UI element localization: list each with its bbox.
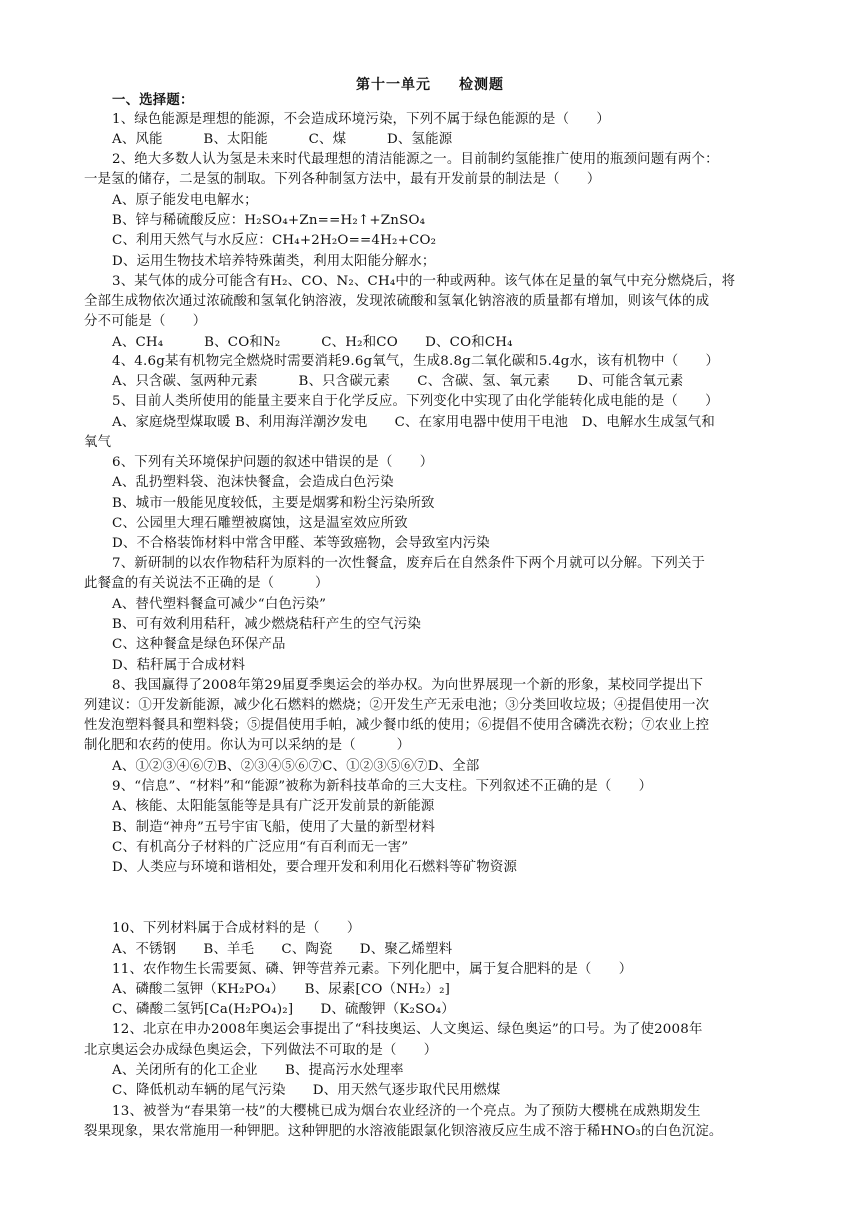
q2-option-a: A、原子能发电电解水；: [112, 193, 258, 208]
q6-stem: 6、下列有关环境保护问题的叙述中错误的是（ ）: [112, 455, 434, 470]
q2-option-b: B、锌与稀硫酸反应：H₂SO₄+Zn==H₂↑+ZnSO₄: [112, 213, 426, 228]
q2-option-d: D、运用生物技术培养特殊菌类，利用太阳能分解水；: [112, 254, 436, 269]
q5-stem: 5、目前人类所使用的能量主要来自于化学反应。下列变化中实现了由化学能转化成电能的是（ ）: [112, 394, 719, 409]
test-title: 检测题: [459, 77, 504, 93]
q2-option-c: C、利用天然气与水反应：CH₄+2H₂O==4H₂+CO₂: [112, 233, 437, 248]
q8-stem-line3: 性发泡塑料餐具和塑料袋；⑤提倡使用手帕，减少餐巾纸的使用；⑥提倡不使用含磷洗衣粉；⑦农业上控: [84, 718, 710, 733]
q13-stem-line2: 裂果现象，果农常施用一种钾肥。这种钾肥的水溶液能跟氯化钡溶液反应生成不溶于稀HNO₃的白色沉淀。: [84, 1124, 723, 1139]
q9-option-c: C、有机高分子材料的广泛应用“有百利而无一害”: [112, 840, 409, 855]
q12-stem-line2: 北京奥运会办成绿色奥运会，下列做法不可取的是（ ）: [84, 1043, 438, 1058]
q5-options-line1: A、家庭烧型煤取暖 B、利用海洋潮汐发电 C、在家用电器中使用干电池 D、电解水生成氢气和: [112, 415, 715, 430]
q8-stem-line2: 列建议：①开发新能源，减少化石燃料的燃烧；②开发生产无汞电池；③分类回收垃圾；④提倡使用一次: [84, 698, 710, 713]
q7-option-d: D、秸秆属于合成材料: [112, 658, 246, 673]
unit-title: 第十一单元: [356, 77, 431, 93]
q2-stem-line2: 一是氢的储存，二是氢的制取。下列各种制氢方法中，最有开发前景的制法是（ ）: [84, 172, 601, 187]
q7-option-a: A、替代塑料餐盒可减少“白色污染”: [112, 597, 327, 612]
q3-stem-line1: 3、某气体的成分可能含有H₂、CO、N₂、CH₄中的一种或两种。该气体在足量的氧气中充分燃烧后，将: [112, 274, 736, 289]
q1-stem: 1、绿色能源是理想的能源，不会造成环境污染，下列不属于绿色能源的是（ ）: [112, 112, 610, 127]
q9-option-b: B、制造“神舟”五号宇宙飞船，使用了大量的新型材料: [112, 820, 436, 835]
q9-option-a: A、核能、太阳能氢能等是具有广泛开发前景的新能源: [112, 799, 435, 814]
q8-stem-line4: 制化肥和农药的使用。你认为可以采纳的是（ ）: [84, 738, 411, 753]
q6-option-b: B、城市一般能见度较低，主要是烟雾和粉尘污染所致: [112, 496, 435, 511]
q7-stem-line2: 此餐盒的有关说法不正确的是（ ）: [84, 576, 329, 591]
q9-option-d: D、人类应与环境和谐相处，要合理开发和利用化石燃料等矿物资源: [112, 860, 518, 875]
q6-option-d: D、不合格装饰材料中常含甲醛、苯等致癌物，会导致室内污染: [112, 536, 490, 551]
q13-stem-line1: 13、被誉为“春果第一枝”的大樱桃已成为烟台农业经济的一个亮点。为了预防大樱桃在成熟期发生: [112, 1104, 701, 1119]
q11-stem: 11、农作物生长需要氮、磷、钾等营养元素。下列化肥中，属于复合肥料的是（ ）: [112, 962, 633, 977]
q12-options-line2: C、降低机动车辆的尾气污染 D、用天然气逐步取代民用燃煤: [112, 1083, 501, 1098]
q8-options: A、①②③④⑥⑦B、②③④⑤⑥⑦C、①②③⑤⑥⑦D、全部: [112, 759, 480, 774]
q10-stem: 10、下列材料属于合成材料的是（ ）: [112, 921, 361, 936]
q3-options: A、CH₄ B、CO和N₂ C、H₂和CO D、CO和CH₄: [112, 335, 513, 350]
q10-options: A、不锈钢 B、羊毛 C、陶瓷 D、聚乙烯塑料: [112, 942, 453, 957]
q7-option-c: C、这种餐盒是绿色环保产品: [112, 637, 286, 652]
q6-option-c: C、公园里大理石雕塑被腐蚀，这是温室效应所致: [112, 516, 408, 531]
q7-stem-line1: 7、新研制的以农作物秸秆为原料的一次性餐盒，废弃后在自然条件下两个月就可以分解。下列关于: [112, 556, 706, 571]
q4-options: A、只含碳、氢两种元素 B、只含碳元素 C、含碳、氢、氧元素 D、可能含氧元素: [112, 374, 684, 389]
q1-options: A、风能 B、太阳能 C、煤 D、氢能源: [112, 132, 453, 147]
q7-option-b: B、可有效利用秸秆，减少燃烧秸秆产生的空气污染: [112, 617, 422, 632]
q12-stem-line1: 12、北京在申办2008年奥运会事提出了“科技奥运、人文奥运、绿色奥运”的口号。为了使2008年: [112, 1022, 703, 1037]
q12-options-line1: A、关闭所有的化工企业 B、提高污水处理率: [112, 1063, 404, 1078]
q2-stem-line1: 2、绝大多数人认为氢是未来时代最理想的清洁能源之一。目前制约氢能推广使用的瓶颈问题有两个：: [112, 152, 719, 167]
q11-options-line1: A、磷酸二氢钾（KH₂PO₄） B、尿素[CO（NH₂）₂]: [112, 982, 451, 997]
q3-stem-line3: 分不可能是（ ）: [84, 314, 207, 329]
q9-stem: 9、“信息”、“材料”和“能源”被称为新科技革命的三大支柱。下列叙述不正确的是（ ）: [112, 779, 653, 794]
section-heading: 一、选择题：: [112, 92, 194, 108]
q8-stem-line1: 8、我国赢得了2008年第29届夏季奥运会的举办权。为向世界展现一个新的形象，某校同学提出下: [112, 678, 704, 693]
q4-stem: 4、4.6g某有机物完全燃烧时需要消耗9.6g氧气，生成8.8g二氧化碳和5.4g水，该有机物中（ ）: [112, 354, 720, 369]
q6-option-a: A、乱扔塑料袋、泡沫快餐盒，会造成白色污染: [112, 475, 394, 490]
q11-options-line2: C、磷酸二氢钙[Ca(H₂PO₄)₂] D、硫酸钾（K₂SO₄）: [112, 1002, 455, 1017]
q5-options-line2: 氧气: [84, 435, 112, 450]
q3-stem-line2: 全部生成物依次通过浓硫酸和氢氧化钠溶液，发现浓硫酸和氢氧化钠溶液的质量都有增加，则该气体的成: [84, 294, 710, 309]
